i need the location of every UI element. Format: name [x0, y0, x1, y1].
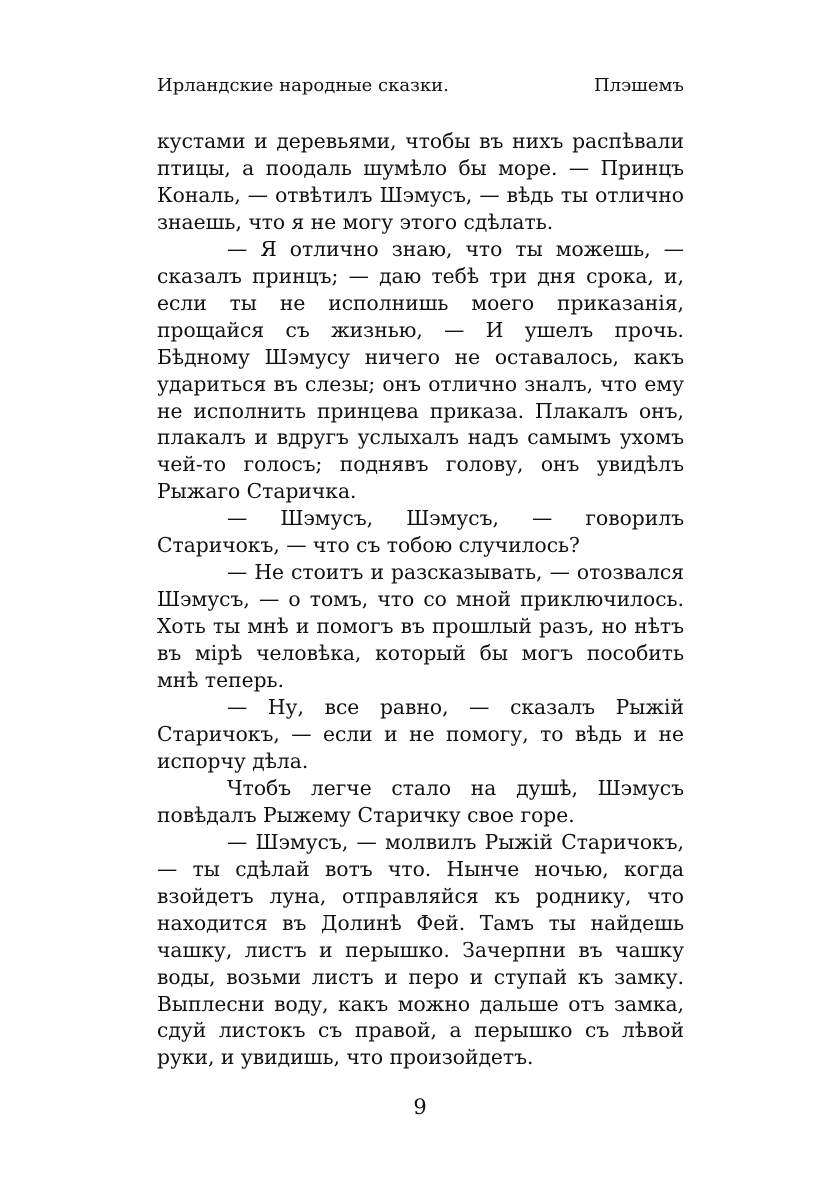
book-title: Ирландские народные сказки.: [157, 75, 449, 96]
page-number: 9: [413, 1095, 427, 1119]
paragraph-6: Чтобъ легче стало на душѣ, Шэмусъ повѣдалъ Рыжему Старичку свое горе.: [157, 775, 684, 827]
paragraph-3: — Шэмусъ, Шэмусъ, — говорилъ Старичокъ, — что съ тобою случилось?: [157, 506, 684, 558]
paragraph-4: — Не стоитъ и разсказывать, — отозвался Шэмусъ, — о томъ, что со мной приключилось. Хоть ты мнѣ и помогъ въ прошлый разъ, но нѣтъ въ мірѣ человѣка, который бы могъ пособить мнѣ теперь.: [157, 560, 684, 693]
paragraph-1: кустами и деревьями, чтобы въ нихъ распѣвали птицы, а поодаль шумѣло бы море. — Принцъ Кональ, — отвѣтилъ Шэмусъ, — вѣдь ты отлично знаешь, что я не могу этого сдѣлать.: [157, 129, 684, 234]
story-title: Плэшемъ: [593, 75, 684, 96]
running-header: [157, 74, 684, 98]
paragraph-2: — Я отлично знаю, что ты можешь, — сказалъ принцъ; — даю тебѣ три дня срока, и, если ты не исполнишь моего приказанія, прощайся съ жизнью, — И ушелъ прочь. Бѣдному Шэмусу ничего не оставалось, какъ удариться въ слезы; онъ отлично зналъ, что ему не исполнить принцева приказа. Плакалъ онъ, плакалъ и вдругъ услыхалъ надъ самымъ ухомъ чей-то голосъ; поднявъ голову, онъ увидѣлъ Рыжаго Старичка.: [157, 236, 684, 504]
paragraph-7: — Шэмусъ, — молвилъ Рыжій Старичокъ, — ты сдѣлай вотъ что. Нынче ночью, когда взойдетъ луна, отправляйся къ роднику, что находится въ Долинѣ Фей. Тамъ ты найдешь чашку, листъ и перышко. Зачерпни въ чашку воды, возьми листъ и перо и ступай къ замку. Выплесни воду, какъ можно дальше отъ замка, сдуй листокъ съ правой, а перышко съ лѣвой руки, и увидишь, что произойдетъ.: [157, 829, 684, 1070]
paragraph-5: — Ну, все равно, — сказалъ Рыжій Старичокъ, — если и не помогу, то вѣдь и не испорчу дѣла.: [157, 695, 684, 773]
body-text: [157, 128, 684, 1071]
